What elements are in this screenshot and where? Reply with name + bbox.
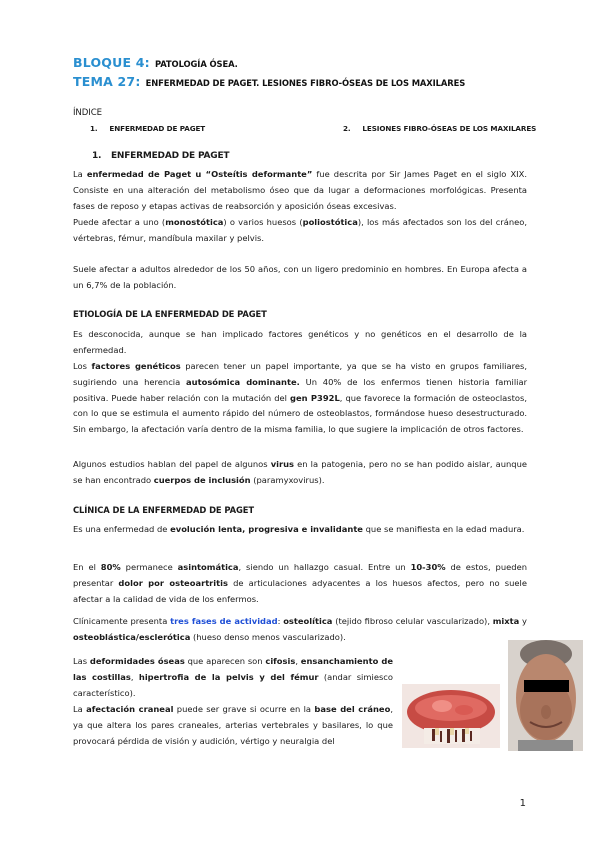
clinica-title: CLÍNICA DE LA ENFERMEDAD DE PAGET	[73, 505, 255, 515]
section-number: 1.	[92, 151, 102, 161]
bloque-label: BLOQUE 4:	[73, 55, 150, 70]
index-item-2[interactable]	[343, 124, 536, 133]
tema-heading	[73, 71, 465, 90]
clinica-paragraph-1: Es una enfermedad de evolución lenta, progresiva e invalidante que se manifiesta en la edad madura.	[73, 524, 525, 534]
index-item-1[interactable]	[90, 124, 205, 133]
tema-title: ENFERMEDAD DE PAGET. LESIONES FIBRO-ÓSEAS DE LOS MAXILARES	[145, 78, 466, 88]
tema-label: TEMA 27:	[73, 74, 141, 89]
index-item-label: ENFERMEDAD DE PAGET	[109, 124, 206, 133]
clinica-paragraph-5: La afectación craneal puede ser grave si ocurre en la base del cráneo, ya que altera los pares craneales, arterias vertebrales y basilares, lo que provocará pérdida de visión y audición, vértigo y neuralgia del	[73, 704, 393, 746]
clinica-paragraph-3: Clínicamente presenta tres fases de actividad: osteolítica (tejido fibroso celular vascularizado), mixta y osteoblástica/esclerótica (hueso denso menos vascularizado).	[73, 616, 527, 642]
index-item-num: 1.	[90, 124, 98, 133]
intro-paragraph-3: Suele afectar a adultos alrededor de los 50 años, con un ligero predominio en hombres. En Europa afecta a un 6,7% de la población.	[73, 264, 527, 290]
etiologia-title: ETIOLOGÍA DE LA ENFERMEDAD DE PAGET	[73, 309, 267, 319]
section-title: ENFERMEDAD DE PAGET	[110, 151, 230, 161]
etiologia-paragraph-1: Es desconocida, aunque se han implicado factores genéticos y no genéticos en el desarrollo de la enfermedad.	[73, 329, 527, 355]
bloque-title: PATOLOGÍA ÓSEA.	[154, 59, 238, 69]
etiologia-paragraph-3: Algunos estudios hablan del papel de algunos virus en la patogenia, pero no se han podido aislar, aunque se han encontrado cuerpos de inclusión (paramyxovirus).	[73, 459, 527, 485]
patient-photo	[508, 640, 583, 751]
index-item-num: 2.	[343, 124, 351, 133]
section-heading	[92, 151, 229, 161]
bloque-heading	[73, 52, 238, 71]
clinica-paragraph-4: Las deformidades óseas que aparecen son cifosis, ensanchamiento de las costillas, hipertrofia de la pelvis y del fémur (andar simiesco característico).	[73, 656, 394, 698]
oral-photo	[402, 684, 500, 748]
index-item-label: LESIONES FIBRO-ÓSEAS DE LOS MAXILARES	[362, 124, 537, 133]
etiologia-paragraph-2: Los factores genéticos parecen tener un papel importante, ya que se ha visto en grupos familiares, sugiriendo una herencia autosómica dominante. Un 40% de los enfermos tienen historia familiar positiva. Puede haber relación con la mutación del gen P392L, que favorece la formación de osteoclastos, con lo que se estimula el aumento rápido del número de osteoblastos, formándose hueso desestructurado. Sin embargo, la afectación varía dentro de la misma familia, lo que sugiere la implicación de otros factores.	[73, 361, 527, 435]
censor-bar	[524, 680, 569, 692]
page-number: 1	[519, 798, 526, 809]
index-title: ÍNDICE	[73, 108, 102, 118]
clinica-paragraph-2: En el 80% permanece asintomática, siendo un hallazgo casual. Entre un 10-30% de estos, pueden presentar dolor por osteoartritis de articulaciones adyacentes a los huesos afectos, pero no suele afectar a la calidad de vida de los enfermos.	[73, 562, 527, 604]
intro-paragraph-1: La enfermedad de Paget u “Osteítis deformante” fue descrita por Sir James Paget en el siglo XIX. Consiste en una alteración del metabolismo óseo que da lugar a deformaciones morfológicas. Presenta fases de reposo y etapas activas de reabsorción y aposición óseas excesivas.	[73, 169, 527, 211]
intro-paragraph-2: Puede afectar a uno (monostótica) o varios huesos (poliostótica), los más afectados son los del cráneo, vértebras, fémur, mandíbula maxilar y pelvis.	[73, 217, 528, 243]
